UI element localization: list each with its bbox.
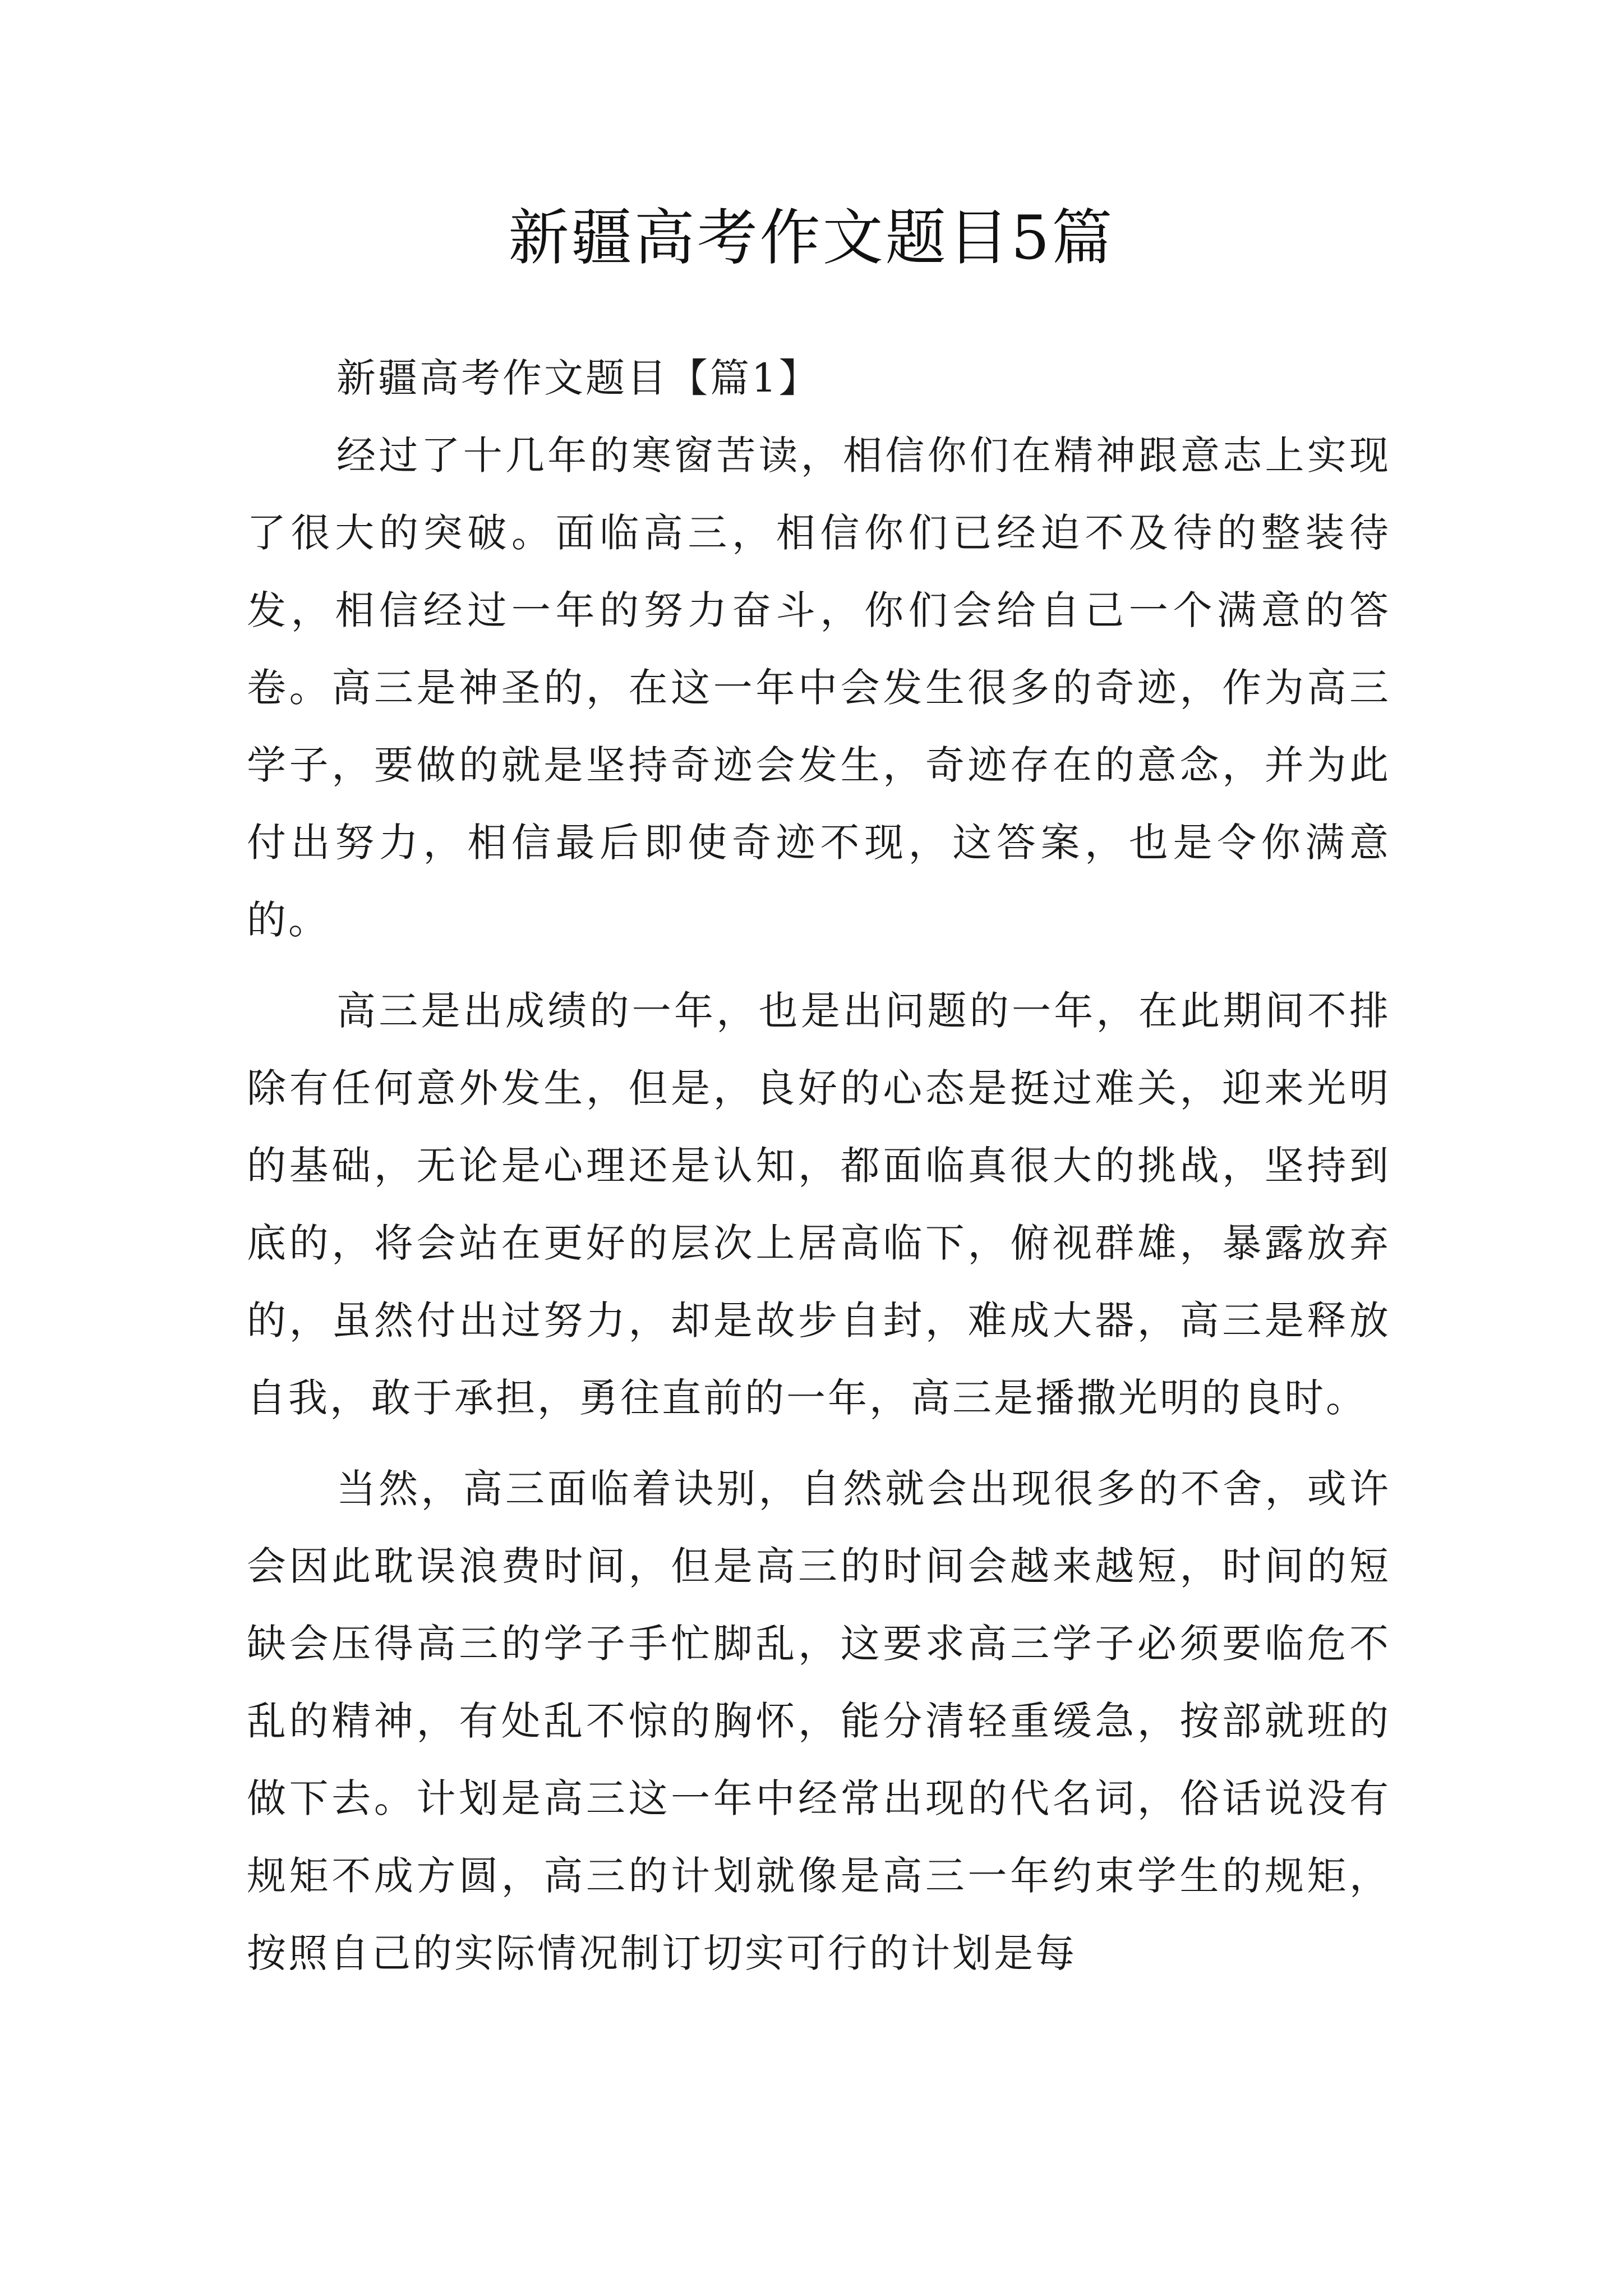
paragraph: 经过了十几年的寒窗苦读，相信你们在精神跟意志上实现了很大的突破。面临高三，相信你们已经迫不及待的整装待发，相信经过一年的努力奋斗，你们会给自己一个满意的答卷。高三是神圣的，在这一年中会发生很多的奇迹，作为高三学子，要做的就是坚持奇迹会发生，奇迹存在的意念，并为此付出努力，相信最后即使奇迹不现，这答案，也是令你满意的。 [247,432,1391,943]
paragraph: 当然，高三面临着诀别，自然就会出现很多的不舍，或许会因此耽误浪费时间，但是高三的时间会越来越短，时间的短缺会压得高三的学子手忙脚乱，这要求高三学子必须要临危不乱的精神，有处乱不惊的胸怀，能分清轻重缓急，按部就班的做下去。计划是高三这一年中经常出现的代名词，俗话说没有规矩不成方圆，高三的计划就像是高三一年约束学生的规矩，按照自己的实际情况制订切实可行的计划是每 [247,1466,1391,1976]
document-body [247,339,1391,1992]
section-heading: 新疆高考作文题目【篇1】 [336,355,820,401]
document-title: 新疆高考作文题目5篇 [508,203,1115,273]
paragraph: 高三是出成绩的一年，也是出问题的一年，在此期间不排除有任何意外发生，但是，良好的心态是挺过难关，迎来光明的基础，无论是心理还是认知，都面临真很大的挑战，坚持到底的，将会站在更好的层次上居高临下，俯视群雄，暴露放弃的，虽然付出过努力，却是故步自封，难成大器，高三是释放自我，敢于承担，勇往直前的一年，高三是播撒光明的良时。 [247,988,1391,1421]
